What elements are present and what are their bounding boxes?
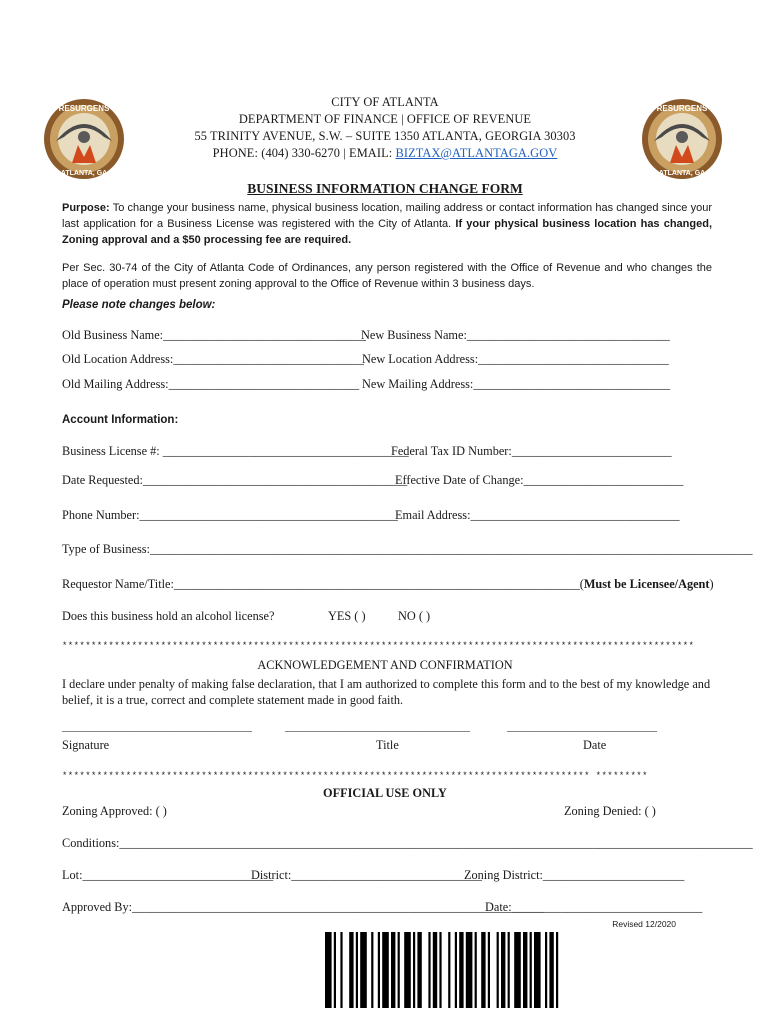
svg-text:ATLANTA, GA: ATLANTA, GA xyxy=(658,170,706,177)
purpose-bold-text: If your physical business location has changed, Zoning approval and a $50 processing fee are required. xyxy=(62,218,712,246)
requestor-field[interactable] xyxy=(62,577,714,592)
header-phone: PHONE: (404) 330-6270 | EMAIL: xyxy=(212,146,396,160)
letterhead xyxy=(150,94,620,162)
business-license-field[interactable]: Business License #: ________________________________________ xyxy=(62,444,409,458)
signature-line[interactable]: ______________________________________ xyxy=(62,722,252,733)
conditions-field[interactable]: Conditions:_______________________________________________________________________________________________________ xyxy=(62,836,753,850)
header-city: CITY OF ATLANTA xyxy=(331,95,439,109)
header-address: 55 TRINITY AVENUE, S.W. – SUITE 1350 ATLANTA, GEORGIA 30303 xyxy=(194,129,576,143)
email-link[interactable]: BIZTAX@ATLANTAGA.GOV xyxy=(395,146,558,160)
effective-date-field[interactable]: Effective Date of Change:__________________________ xyxy=(395,473,684,487)
changes-heading: Please note changes below: xyxy=(62,299,216,311)
official-use-heading: OFFICIAL USE ONLY xyxy=(323,786,447,800)
separator-line: ************************************************************************************************************* xyxy=(62,641,695,651)
district-field[interactable]: District:_______________________________ xyxy=(251,868,482,882)
purpose-paragraph xyxy=(62,200,712,248)
requestor-close: ) xyxy=(709,577,714,591)
old-mailing-address-field[interactable]: Old Mailing Address:_______________________________ xyxy=(62,377,360,391)
city-seal-left xyxy=(42,97,126,181)
barcode xyxy=(325,932,685,1008)
new-mailing-address-field[interactable]: New Mailing Address:________________________________ xyxy=(362,377,671,391)
title-line[interactable]: _____________________________________ xyxy=(285,722,470,733)
account-heading: Account Information: xyxy=(62,414,179,426)
purpose-label: Purpose: xyxy=(62,202,110,214)
alcohol-no-checkbox[interactable]: NO ( ) xyxy=(398,609,431,623)
zoning-denied-checkbox[interactable]: Zoning Denied: ( ) xyxy=(564,804,656,818)
approved-by-field[interactable]: Approved By:___________________________________________________________________ xyxy=(62,900,544,914)
ack-text: I declare under penalty of making false declaration, that I am authorized to complete this form and to the best of my knowledge and belief, it is a true, correct and complete statement made in good faith. xyxy=(62,677,711,707)
approval-date-field[interactable]: Date:_______________________________ xyxy=(485,900,703,914)
date-line[interactable]: ______________________________ xyxy=(507,722,657,733)
svg-text:ATLANTA, GA: ATLANTA, GA xyxy=(60,170,108,177)
old-business-name-field[interactable]: Old Business Name:_________________________________ xyxy=(62,328,366,342)
zoning-district-field[interactable]: Zoning District:_______________________ xyxy=(464,868,685,882)
email-address-field[interactable]: Email Address:__________________________________ xyxy=(395,508,680,522)
requestor-label: Requestor Name/Title:__________________________________________________________________( xyxy=(62,577,584,591)
separator-line-2: ******************************************************************************************* ********* xyxy=(62,771,648,781)
revision-note: Revised 12/2020 xyxy=(612,919,676,929)
lot-field[interactable]: Lot:_______________________________ xyxy=(62,868,274,882)
requestor-note: Must be Licensee/Agent xyxy=(583,577,710,591)
header-department: DEPARTMENT OF FINANCE | OFFICE OF REVENUE xyxy=(238,112,532,126)
svg-text:RESURGENS: RESURGENS xyxy=(656,104,708,113)
signature-label: Signature xyxy=(62,738,110,752)
alcohol-question: Does this business hold an alcohol license? xyxy=(62,609,275,623)
zoning-approved-checkbox[interactable]: Zoning Approved: ( ) xyxy=(62,804,167,818)
old-location-address-field[interactable]: Old Location Address:_______________________________ xyxy=(62,352,364,366)
new-location-address-field[interactable]: New Location Address:_______________________________ xyxy=(362,352,669,366)
new-business-name-field[interactable]: New Business Name:_________________________________ xyxy=(361,328,670,342)
date-requested-field[interactable]: Date Requested:___________________________________________ xyxy=(62,473,408,487)
city-seal-right xyxy=(640,97,724,181)
header-contact xyxy=(150,145,620,162)
svg-text:RESURGENS: RESURGENS xyxy=(58,104,110,113)
form-title: BUSINESS INFORMATION CHANGE FORM xyxy=(247,181,523,196)
phone-number-field[interactable]: Phone Number:__________________________________________ xyxy=(62,508,398,522)
ordinance-paragraph: Per Sec. 30-74 of the City of Atlanta Code of Ordinances, any person registered with the Office of Revenue and who changes the place of operation must present zoning approval to the Office of Revenue within 3 business days. xyxy=(62,262,712,290)
date-label: Date xyxy=(583,738,607,752)
alcohol-yes-checkbox[interactable]: YES ( ) xyxy=(328,609,366,623)
ack-title: ACKNOWLEDGEMENT AND CONFIRMATION xyxy=(257,658,513,672)
federal-tax-id-field[interactable]: Federal Tax ID Number:__________________________ xyxy=(391,444,672,458)
purpose-text: To change your business name, physical business location, mailing address or contact information has changed since your last application for a Business License was registered with the City of Atlanta. xyxy=(62,202,712,230)
title-label: Title xyxy=(376,738,399,752)
type-of-business-field[interactable]: Type of Business:__________________________________________________________________________________________________ xyxy=(62,542,753,556)
